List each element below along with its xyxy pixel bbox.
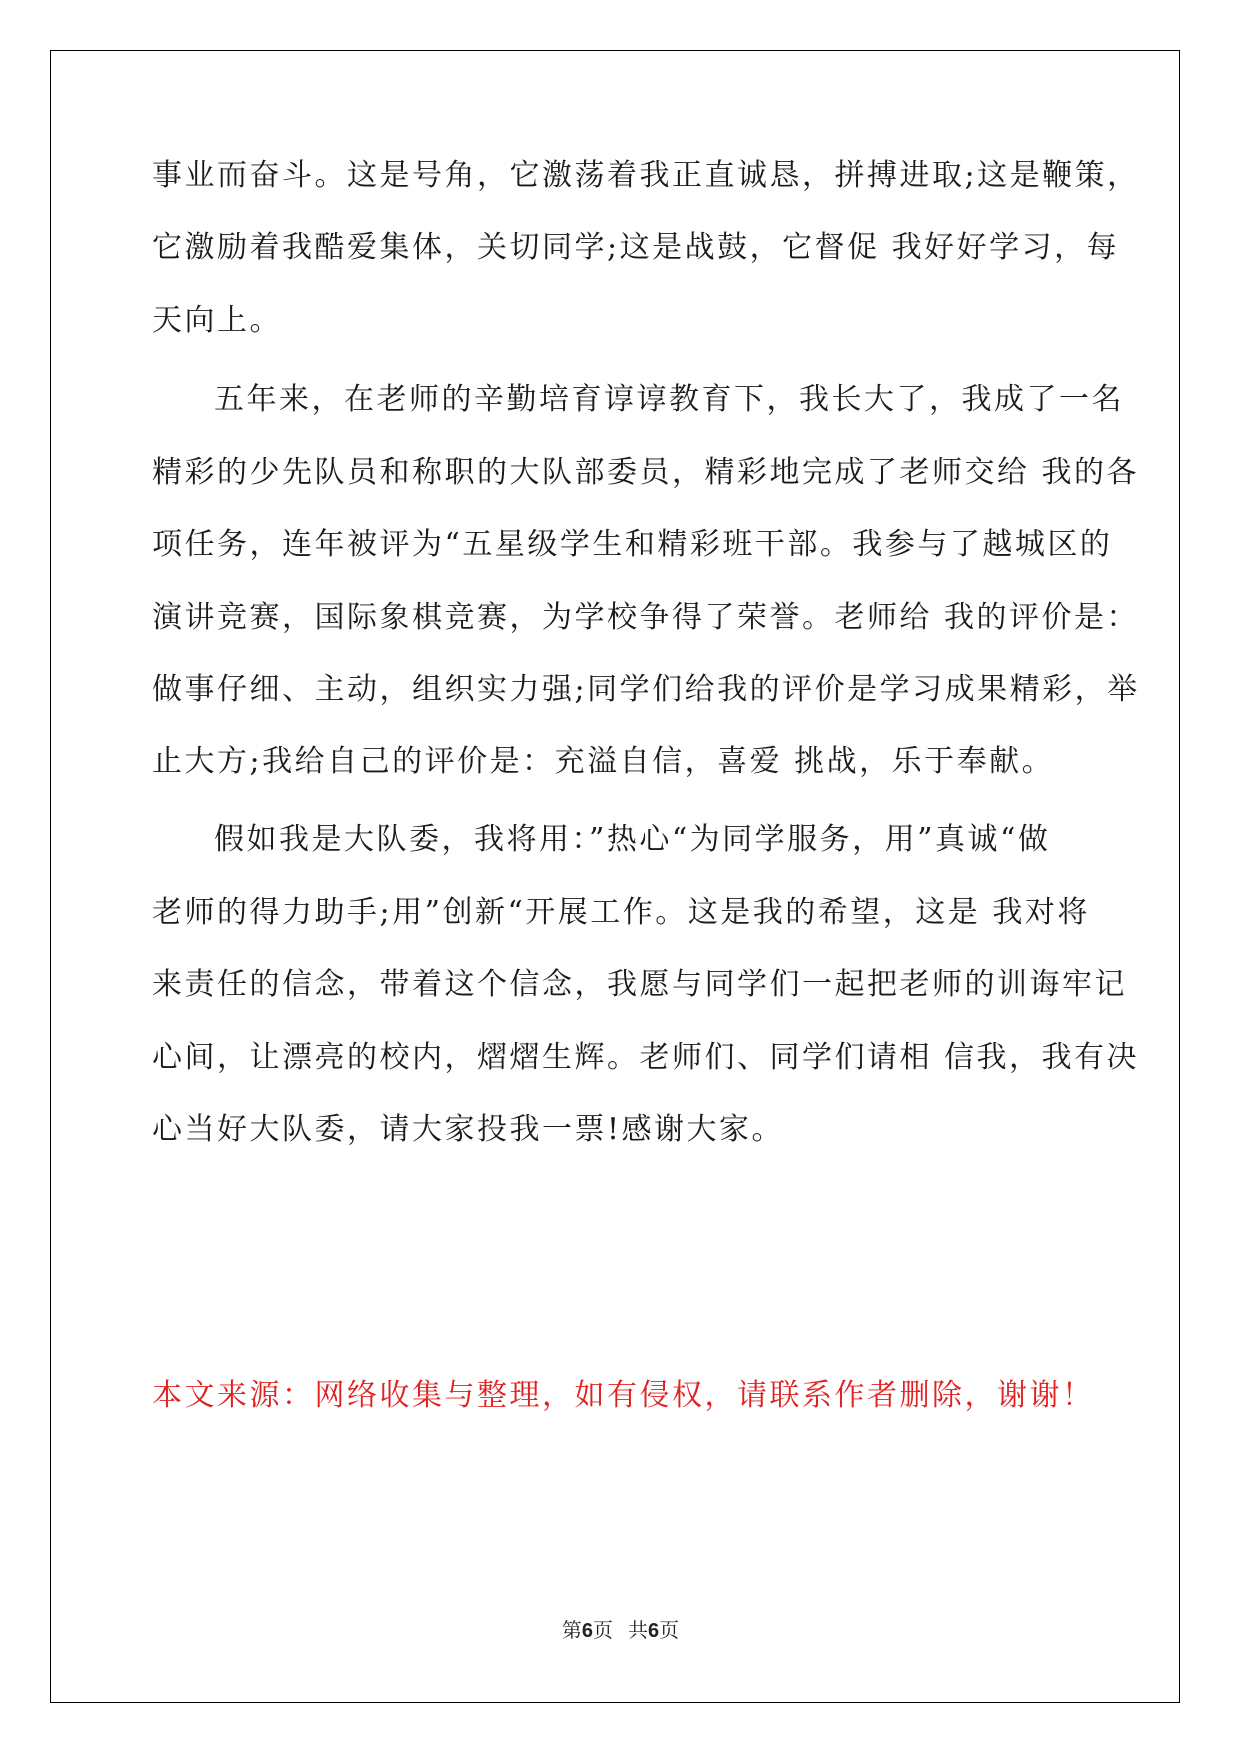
paragraph-1-line-3: 天向上。	[152, 303, 282, 338]
total-prefix: 共	[628, 1620, 648, 1642]
paragraph-3-line-4: 心间，让漂亮的校内，熠熠生辉。老师们、同学们请相 信我，我有决	[152, 1040, 1140, 1075]
page-number: 6	[581, 1620, 593, 1642]
page-border	[50, 50, 1180, 1703]
paragraph-2-line-3: 项任务，连年被评为“五星级学生和精彩班干部。我参与了越城区的	[152, 527, 1113, 562]
total-pages: 6	[648, 1620, 660, 1642]
page-unit: 页	[593, 1620, 613, 1642]
total-unit: 页	[659, 1620, 680, 1642]
paragraph-2-line-6: 止大方;我给自己的评价是：充溢自信，喜爱 挑战，乐于奉献。	[152, 744, 1055, 779]
paragraph-1-line-2: 它激励着我酷爱集体，关切同学;这是战鼓，它督促 我好好学习，每	[152, 230, 1120, 265]
paragraph-3-line-2: 老师的得力助手;用”创新“开展工作。这是我的希望，这是 我对将	[152, 895, 1090, 930]
paragraph-3-line-1: 假如我是大队委，我将用：”热心“为同学服务，用”真诚“做	[214, 822, 1051, 857]
paragraph-3-line-3: 来责任的信念，带着这个信念，我愿与同学们一起把老师的训诲牢记	[152, 967, 1127, 1002]
paragraph-2-line-1: 五年来，在老师的辛勤培育谆谆教育下，我长大了，我成了一名	[214, 382, 1124, 417]
paragraph-2-line-4: 演讲竞赛，国际象棋竞赛，为学校争得了荣誉。老师给 我的评价是：	[152, 600, 1140, 635]
paragraph-3-line-5: 心当好大队委，请大家投我一票!感谢大家。	[152, 1112, 785, 1147]
source-note: 本文来源：网络收集与整理，如有侵权，请联系作者删除，谢谢！	[152, 1378, 1095, 1413]
paragraph-2-line-2: 精彩的少先队员和称职的大队部委员，精彩地完成了老师交给 我的各	[152, 455, 1140, 490]
page-footer	[0, 1614, 1241, 1643]
paragraph-1-line-1: 事业而奋斗。这是号角，它激荡着我正直诚恳，拼搏进取;这是鞭策，	[152, 158, 1140, 193]
paragraph-2-line-5: 做事仔细、主动，组织实力强;同学们给我的评价是学习成果精彩，举	[152, 672, 1140, 707]
page-prefix: 第	[561, 1620, 582, 1642]
